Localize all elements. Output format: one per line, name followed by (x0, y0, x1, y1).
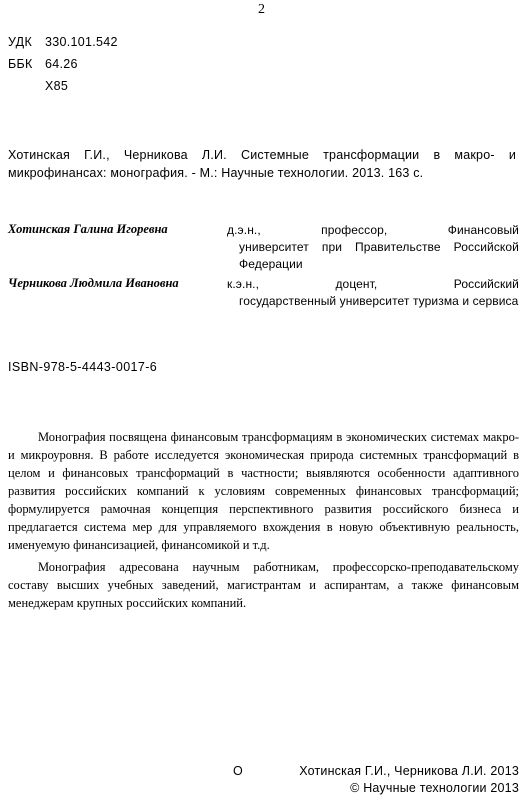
author-name-2: Черникова Людмила Ивановна (8, 276, 179, 290)
author-mark-line (8, 79, 68, 93)
copyright-authors: Хотинская Г.И., Черникова Л.И. 2013 (299, 764, 519, 778)
author-description-2 (227, 276, 519, 310)
udk-line (8, 35, 118, 49)
udk-value: 330.101.542 (45, 35, 118, 49)
isbn: ISBN-978-5-4443-0017-6 (8, 360, 158, 374)
author-1-degree-line: д.э.н., профессор, Финансовый (227, 223, 519, 237)
copyright-mark: О (233, 764, 243, 778)
author-mark: Х85 (45, 79, 69, 93)
abstract-paragraph-2: Монография адресована научным работникам, профессорско-преподавательскому составу высших учебных заведений, магистрантам и аспирантам, а также финансовым менеджерам крупных российских компаний. (8, 560, 519, 610)
udk-label: УДК (8, 35, 33, 49)
bbk-line (8, 57, 78, 71)
abstract (8, 428, 519, 616)
bibliographic-record: Хотинская Г.И., Черникова Л.И. Системные трансформации в макро- и микрофинансах: монография. - М.: Научные технологии. 2013. 163 с. (8, 148, 516, 180)
author-description-1 (227, 222, 519, 273)
copyright-publisher: © Научные технологии 2013 (350, 781, 519, 795)
abstract-paragraph-1: Монография посвящена финансовым трансформациям в экономических системах макро- и микроуровня. В работе исследуется экономическая природа системных трансформаций в целом и финансовых трансформаций в частности; выявляются особенности адаптивного развития российских компаний к условиям современных финансовых трансформаций; формулируется рамочная концепция перспективного развития российского бизнеса и предлагается система мер для управляемого вхождения в новую объективную реальность, именуемую финансизацией, финансомикой и т.д. (8, 430, 519, 552)
author-name-1: Хотинская Галина Игоревна (8, 222, 168, 236)
author-1-affiliation: университет при Правительстве Российской Федерации (239, 240, 519, 271)
author-2-affiliation: государственный университет туризма и сервиса (239, 294, 519, 308)
bbk-value: 64.26 (45, 57, 78, 71)
bbk-label: ББК (8, 57, 33, 71)
author-2-degree-line: к.э.н., доцент, Российский (227, 277, 519, 291)
page-number: 2 (258, 2, 265, 17)
